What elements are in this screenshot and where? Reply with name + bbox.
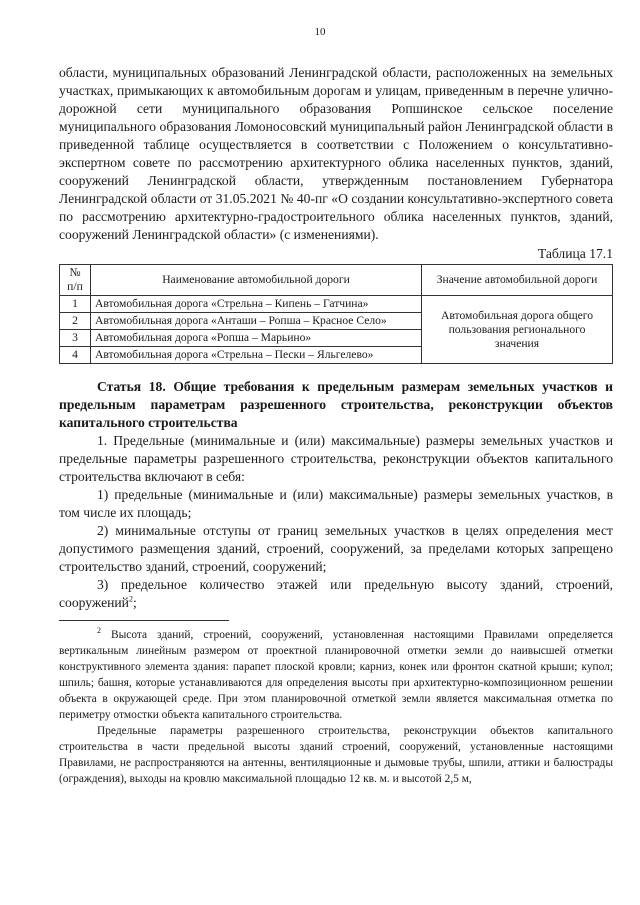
article-paragraph-2: 1) предельные (минимальные и (или) максимальные) размеры земельных участков, в том числе их площадь; xyxy=(59,487,613,520)
paragraph-4-end: ; xyxy=(132,595,137,610)
paragraph-4-text: 3) предельное количество этажей или предельную высоту зданий, строений, сооружений xyxy=(59,577,613,610)
article-title: Статья 18. Общие требования к предельным размерам земельных участков и предельным параметрам разрешенного строительства, реконструкции объектов капитального строительства xyxy=(59,379,613,430)
table-row xyxy=(60,296,613,313)
header-road-name: Наименование автомобильной дороги xyxy=(91,265,422,296)
roads-table xyxy=(59,264,613,364)
footnote-divider xyxy=(59,620,229,621)
article-paragraph-3: 2) минимальные отступы от границ земельных участков в целях определения мест допустимого размещения зданий, строений, сооружений, за пределами которых запрещено строительство зданий, строений, сооружений; xyxy=(59,523,613,574)
row-road-name: Автомобильная дорога «Стрельна – Кипень – Гатчина» xyxy=(91,296,422,313)
footnote-1 xyxy=(59,627,613,723)
row-number: 3 xyxy=(60,330,91,347)
document-body xyxy=(59,64,613,787)
header-road-value: Значение автомобильной дороги xyxy=(422,265,613,296)
row-number: 2 xyxy=(60,313,91,330)
row-road-name: Автомобильная дорога «Стрельна – Пески – Яльгелево» xyxy=(91,347,422,364)
row-road-name: Автомобильная дорога «Ропша – Марьино» xyxy=(91,330,422,347)
row-road-name: Автомобильная дорога «Анташи – Ропша – Красное Село» xyxy=(91,313,422,330)
footnote-marker: 2 xyxy=(97,626,101,636)
footnote-text-1: Высота зданий, строений, сооружений, установленная настоящими Правилами определяется вертикальным линейным размером от проектной планировочной отметки земли до наивысшей отметки конструктивного элемента здания: парапет плоской кровли; карниз, конек или фронтон скатной крыши; купол; шпиль; башня, которые устанавливаются для определения высоты при архитектурно-композиционном решении объекта в окружающей среде. При этом планировочной отметкой земли является максимальная отметка по периметру отмостки объекта капитального строительства. xyxy=(59,629,613,721)
article-paragraph-4 xyxy=(59,576,613,612)
intro-paragraph: области, муниципальных образований Ленинградской области, расположенных на земельных участках, примыкающих к автомобильным дорогам и улицам, приведенным в перечне улично-дорожной сети муниципального образования Ропшинское сельское поселение муниципального образования Ломоносовский муниципальный район Ленинградской области в приведенной таблице осуществляется в соответствии с Положением о консультативно-экспертном совете по рассмотрению архитектурного облика населенных пунктов, зданий, сооружений Ленинградской области, утвержденным постановлением Губернатора Ленинградской области от 31.05.2021 № 40-пг «О создании консультативно-экспертного совета по рассмотрению архитектурно-градостроительного облика населенных пунктов, зданий, сооружений Ленинградской области» (с изменениями). xyxy=(59,65,613,242)
footnote-reference[interactable]: 2 xyxy=(128,594,133,604)
article-paragraph-1: 1. Предельные (минимальные и (или) максимальные) размеры земельных участков и предельные параметры разрешенного строительства, реконструкции объектов капитального строительства включают в себя: xyxy=(59,433,613,484)
header-number: № п/п xyxy=(60,265,91,296)
table-header-row xyxy=(60,265,613,296)
page-number: 10 xyxy=(314,26,326,38)
table-caption: Таблица 17.1 xyxy=(537,246,613,261)
row-number: 1 xyxy=(60,296,91,313)
footnote-2: Предельные параметры разрешенного строительства, реконструкции объектов капитального строительства в части предельной высоты зданий строений, сооружений, установленные настоящими Правилами, не распространяются на антенны, вентиляционные и дымовые трубы, шпили, аттики и балюстрады (ограждения), выходы на кровлю максимальной площадью 12 кв. м. и высотой 2,5 м, xyxy=(59,725,613,785)
row-number: 4 xyxy=(60,347,91,364)
merged-road-value: Автомобильная дорога общего пользования регионального значения xyxy=(422,296,613,364)
